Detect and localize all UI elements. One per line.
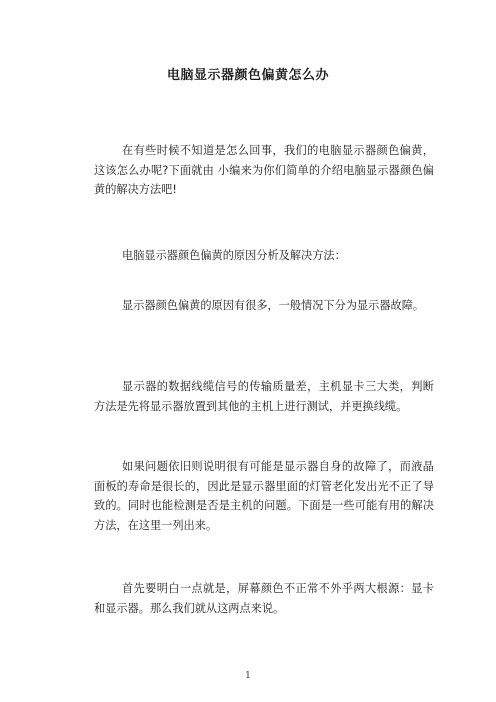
page-number: 1 <box>245 671 251 681</box>
paragraph-lamp: 如果问题依旧则说明很有可能是显示器自身的故障了，而液晶面板的寿命是很长的，因此是显示器里面的灯管老化发出光不正了导致的。同时也能检测是否是主机的问题。下面是一些可能有用的解决方法，在这里一列出来。 <box>94 460 434 532</box>
paragraph-causes: 显示器颜色偏黄的原因有很多，一般情况下分为显示器故障。 <box>122 299 425 312</box>
paragraph-intro: 在有些时候不知道是怎么回事，我们的电脑显示器颜色偏黄，这该怎么办呢?下面就由 小编来为你们简单的介绍电脑显示器颜色偏黄的解决方法吧! <box>94 144 434 196</box>
paragraph-cable: 显示器的数据线缆信号的传输质量差，主机显卡三大类，判断方法是先将显示器放置到其他的主机上进行测试，并更换线缆。 <box>94 380 434 413</box>
page-title: 电脑显示器颜色偏黄怎么办 <box>166 68 329 83</box>
paragraph-roots: 首先要明白一点就是，屏幕颜色不正常不外乎两大根源：显卡和显示器。那么我们就从这两点来说。 <box>94 582 434 615</box>
paragraph-heading: 电脑显示器颜色偏黄的原因分析及解决方法： <box>122 249 346 262</box>
